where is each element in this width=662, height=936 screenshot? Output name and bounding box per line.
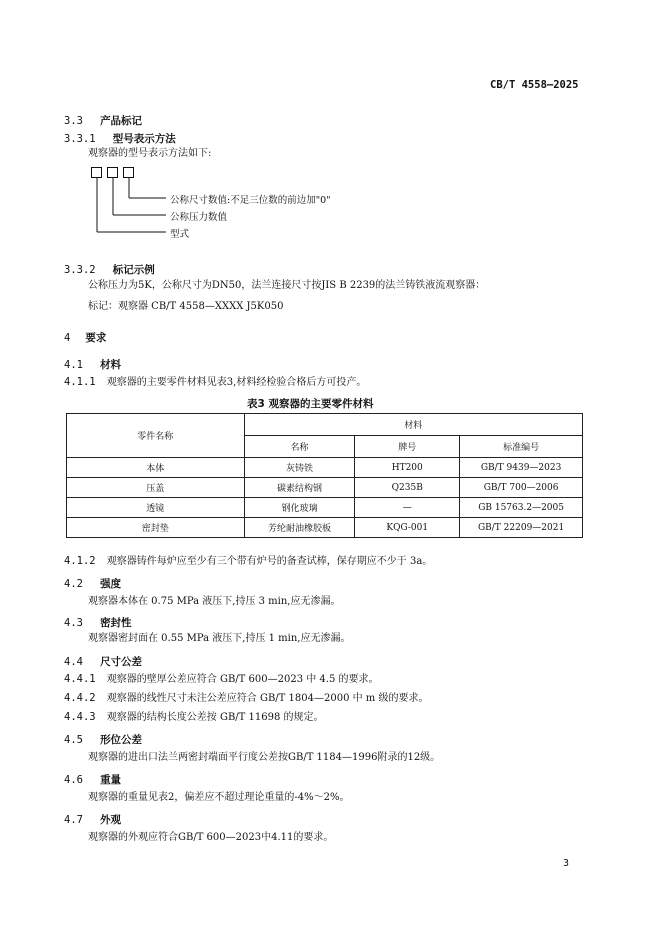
clause-4-1-2 [64,552,432,567]
model-diagram-lines [0,0,662,260]
section-title: 要求 [85,332,107,344]
table-row [67,478,583,498]
clause-4-7-text: 观察器的外观应符合GB/T 600—2023中4.11的要求。 [88,832,334,843]
section-number: 3.3 [64,115,83,127]
section-number: 3.3.2 [64,264,96,276]
header-material: 材料 [244,414,582,436]
section-title: 型号表示方法 [112,133,176,145]
section-title: 密封性 [100,617,132,629]
clause-4-6-text: 观察器的重量见表2，偏差应不超过理论重量的-4%～2%。 [88,792,350,803]
clause-text: 观察器的结构长度公差按 GB/T 11698 的规定。 [106,712,324,723]
clause-text: 观察器铸件每炉应至少有三个带有炉号的备查试棒，保存期应不少于 3a。 [106,556,433,567]
header-standard: 标准编号 [460,436,583,458]
diagram-label-size: 公称尺寸数值:不足三位数的前边加"0" [170,195,331,206]
table-row [67,498,583,518]
section-number: 4.2 [64,578,83,590]
parts-material-table [66,413,583,538]
header-grade: 牌号 [355,436,460,458]
clause-number: 4.4.1 [64,673,96,685]
section-number: 4.6 [64,774,83,786]
section-title: 尺寸公差 [100,656,143,668]
clause-number: 4.1.1 [64,376,96,388]
cell-part: 透镜 [67,498,245,518]
cell-standard: GB/T 9439—2023 [460,458,583,478]
cell-grade: KQG-001 [355,518,460,538]
model-intro-text: 观察器的型号表示方法如下: [88,148,212,159]
clause-text: 观察器的线性尺寸未注公差应符合 GB/T 1804—2000 中 m 级的要求。 [106,693,429,704]
cell-grade: — [355,498,460,518]
cell-name: 芳纶耐油橡胶板 [244,518,355,538]
section-4-2-heading [64,572,121,591]
section-title: 材料 [100,359,122,371]
section-number: 4.5 [64,734,83,746]
section-number: 4.3 [64,617,83,629]
example-line-1: 公称压力为5K，公称尺寸为DN50，法兰连接尺寸按JIS B 2239的法兰铸铁液流观察器： [88,280,486,291]
table-header-row [67,414,583,436]
clause-4-4-3 [64,708,324,723]
clause-4-2-text: 观察器本体在 0.75 MPa 液压下,持压 3 min,应无渗漏。 [88,596,341,607]
page-number: 3 [563,858,570,869]
section-4-5-heading [64,728,142,747]
section-number: 4.1 [64,359,83,371]
clause-4-4-1 [64,670,379,685]
section-number: 4 [64,332,71,344]
clause-4-4-2 [64,689,428,704]
cell-part: 密封垫 [67,518,245,538]
section-number: 4.7 [64,814,83,826]
section-4-4-heading [64,650,142,669]
section-4-3-heading [64,611,132,630]
table-3-title: 表3 观察器的主要零件材料 [247,398,374,410]
section-3-3-2-heading [64,258,155,277]
diagram-label-type: 型式 [170,229,190,240]
section-4-heading [64,326,106,345]
clause-number: 4.1.2 [64,555,96,567]
section-title: 重量 [100,774,122,786]
section-number: 3.3.1 [64,133,96,145]
cell-part: 本体 [67,458,245,478]
clause-text: 观察器的壁厚公差应符合 GB/T 600—2023 中 4.5 的要求。 [106,674,379,685]
example-line-2: 标记：观察器 CB/T 4558—XXXX J5K050 [88,301,284,312]
table-row [67,518,583,538]
clause-number: 4.4.2 [64,692,96,704]
cell-standard: GB/T 700—2006 [460,478,583,498]
clause-text: 观察器的主要零件材料见表3,材料经检验合格后方可投产。 [106,377,367,388]
cell-name: 碳素结构钢 [244,478,355,498]
header-name: 名称 [244,436,355,458]
cell-name: 钢化玻璃 [244,498,355,518]
table-row [67,458,583,478]
document-code: CB/T 4558—2025 [490,79,579,91]
section-4-6-heading [64,768,121,787]
clause-number: 4.4.3 [64,711,96,723]
section-title: 外观 [100,814,122,826]
cell-standard: GB/T 22209—2021 [460,518,583,538]
clause-4-1-1 [64,373,366,388]
cell-grade: Q235B [355,478,460,498]
section-title: 形位公差 [100,734,143,746]
header-part-name: 零件名称 [67,414,245,458]
section-number: 4.4 [64,656,83,668]
cell-grade: HT200 [355,458,460,478]
section-4-1-heading [64,353,121,372]
diagram-label-pressure: 公称压力数值 [170,212,228,223]
cell-standard: GB 15763.2—2005 [460,498,583,518]
clause-4-3-text: 观察器密封面在 0.55 MPa 液压下,持压 1 min,应无渗漏。 [88,633,351,644]
cell-name: 灰铸铁 [244,458,355,478]
section-4-7-heading [64,808,121,827]
cell-part: 压盖 [67,478,245,498]
section-title: 标记示例 [112,264,155,276]
section-title: 产品标记 [100,115,143,127]
section-title: 强度 [100,578,122,590]
clause-4-5-text: 观察器的进出口法兰两密封端面平行度公差按GB/T 1184—1996附录的12级。 [88,752,441,763]
